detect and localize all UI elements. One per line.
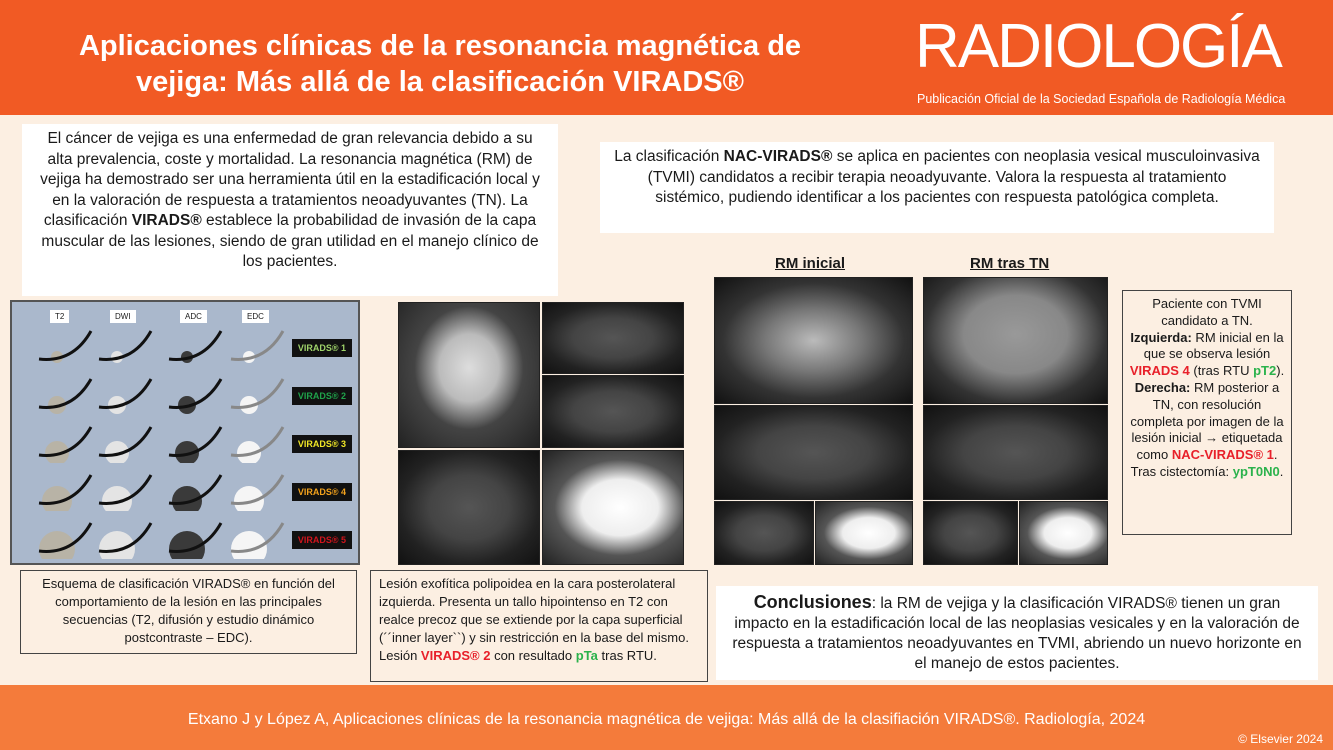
citation: Etxano J y López A, Aplicaciones clínicas de la resonancia magnética de vejiga: Más allá de la clasifiación VIRADS®. Radiología, 2024 (187, 711, 1146, 728)
virads-badge-2: VIRADS® 2 (292, 387, 352, 405)
mri-post-t2 (923, 277, 1108, 404)
mri-post-dwi (923, 405, 1108, 500)
mri-post-adc (923, 501, 1018, 565)
bladder-wall-diagram (95, 375, 155, 415)
intro-bold: VIRADS® (131, 212, 202, 229)
intro-text-2: establece la probabilidad de invasión de la capa muscular de las lesiones, siendo de gran utilidad en el manejo clínico de los pacientes. (41, 212, 539, 270)
side-text: ). (1276, 363, 1285, 379)
journal-logo: RADIOLOGÍA (915, 12, 1281, 81)
mri-initial-t2 (714, 277, 913, 404)
side-text: . (1279, 463, 1284, 479)
mri-dwi-image (398, 450, 540, 565)
mri-image (542, 302, 684, 374)
bladder-wall-diagram (95, 423, 155, 463)
bladder-wall-diagram (35, 471, 95, 511)
nac-text-2: se aplica en pacientes con neoplasia vesical musculoinvasiva (TVMI) candidatos a recibir terapia neoadyuvante. Valora la respuesta al tratamiento sistémico, pudiendo identificar a los pacientes con respuesta patológica completa. (647, 148, 1260, 206)
mri-image (542, 375, 684, 448)
caption-text: con resultado (490, 648, 576, 663)
scheme-caption: Esquema de clasificación VIRADS® en función del comportamiento de la lesión en las principales secuencias (T2, difusión y estudio dinámico postcontraste – EDC). (20, 570, 357, 654)
bladder-wall-diagram (35, 519, 95, 559)
bladder-wall-diagram (35, 423, 95, 463)
column-label-adc: ADC (180, 310, 207, 323)
virads-4-highlight: VIRADS 4 (1129, 363, 1190, 379)
title-line-1: Aplicaciones clínicas de la resonancia magnética de (78, 30, 802, 62)
virads-badge-4: VIRADS® 4 (292, 483, 352, 501)
side-text: Paciente con TVMI candidato a TN. (1152, 296, 1262, 328)
bladder-wall-diagram (35, 375, 95, 415)
side-text: RM inicial en la que se observa lesión (1143, 329, 1284, 362)
bladder-wall-diagram (165, 423, 225, 463)
mri-initial-adc (714, 501, 814, 565)
bladder-wall-diagram (95, 327, 155, 367)
virads-badge-3: VIRADS® 3 (292, 435, 352, 453)
bladder-wall-diagram (227, 519, 287, 559)
title-line-2: vejiga: Más allá de la clasificación VIRADS® (135, 66, 745, 98)
nac-bold: NAC-VIRADS® (723, 148, 833, 165)
case1-caption (370, 570, 708, 682)
page-title (0, 28, 880, 100)
conclusions-box (716, 586, 1318, 680)
side-text: RM posterior a TN, con resolución completa por imagen de la lesión inicial → etiquetada como (1130, 379, 1284, 463)
mri-initial-dwi (714, 405, 913, 500)
virads-scheme (10, 300, 360, 565)
bladder-wall-diagram (227, 327, 287, 367)
nac-text: La clasificación (614, 148, 724, 165)
bladder-wall-diagram (165, 327, 225, 367)
column-label-dwi: DWI (110, 310, 136, 323)
journal-subtitle: Publicación Oficial de la Sociedad Española de Radiología Médica (917, 92, 1286, 106)
bladder-wall-diagram (227, 423, 287, 463)
column-label-edc: EDC (242, 310, 269, 323)
mri-post-edc (1019, 501, 1108, 565)
bladder-wall-diagram (165, 471, 225, 511)
side-bold-left: Izquierda: (1130, 329, 1192, 345)
side-bold-right: Derecha: (1134, 379, 1191, 395)
virads-badge-1: VIRADS® 1 (292, 339, 352, 357)
bladder-wall-diagram (95, 471, 155, 511)
virads-2-highlight: VIRADS® 2 (420, 648, 491, 663)
caption-text: tras RTU. (597, 648, 657, 663)
virads-badge-5: VIRADS® 5 (292, 531, 352, 549)
bladder-wall-diagram (165, 375, 225, 415)
ypt0n0-highlight: ypT0N0 (1232, 463, 1280, 479)
column-label-t2: T2 (50, 310, 69, 323)
label-rm-tras-tn: RM tras TN (970, 255, 1050, 272)
case2-caption (1122, 290, 1292, 535)
bladder-wall-diagram (95, 519, 155, 559)
nac-virads-1-highlight: NAC-VIRADS® 1 (1171, 447, 1274, 463)
bladder-wall-diagram (165, 519, 225, 559)
pt2-highlight: pT2 (1253, 363, 1277, 379)
intro-text: El cáncer de vejiga es una enfermedad de gran relevancia debido a su alta prevalencia, coste y mortalidad. La resonancia magnética (RM) de vejiga ha demostrado ser una herramienta útil en la estadificación local y en la valoración de respuesta a tratamientos neoadyuvantes (TN). La clasificación (40, 130, 540, 229)
conclusions-text: : la RM de vejiga y la clasificación VIRADS® tienen un gran impacto en la estadificación local de las neoplasias vesicales y en la valoración de respuesta a tratamientos neoadyuvantes en TVMI, abriendo un nuevo horizonte en el manejo de estos pacientes. (732, 595, 1302, 672)
intro-box (22, 124, 558, 296)
mri-t2-image (398, 302, 540, 448)
side-text: (tras RTU (1189, 363, 1254, 379)
bladder-wall-diagram (35, 327, 95, 367)
caption-text: Lesión exofítica polipoidea en la cara posterolateral izquierda. Presenta un tallo hipointenso en T2 con realce precoz que se extiende por la capa superficial (´´inner layer``) y sin restricción en la base del mismo. Lesión (379, 576, 689, 663)
side-text: . Tras cistectomía: (1130, 447, 1278, 479)
mri-initial-edc (815, 501, 913, 565)
mri-edc-image (542, 450, 684, 565)
bladder-wall-diagram (227, 375, 287, 415)
label-rm-inicial: RM inicial (775, 255, 846, 272)
nac-virads-box (600, 142, 1274, 233)
pta-highlight: pTa (575, 648, 598, 663)
conclusions-heading: Conclusiones (753, 592, 872, 612)
copyright: © Elsevier 2024 (1238, 732, 1323, 746)
bladder-wall-diagram (227, 471, 287, 511)
